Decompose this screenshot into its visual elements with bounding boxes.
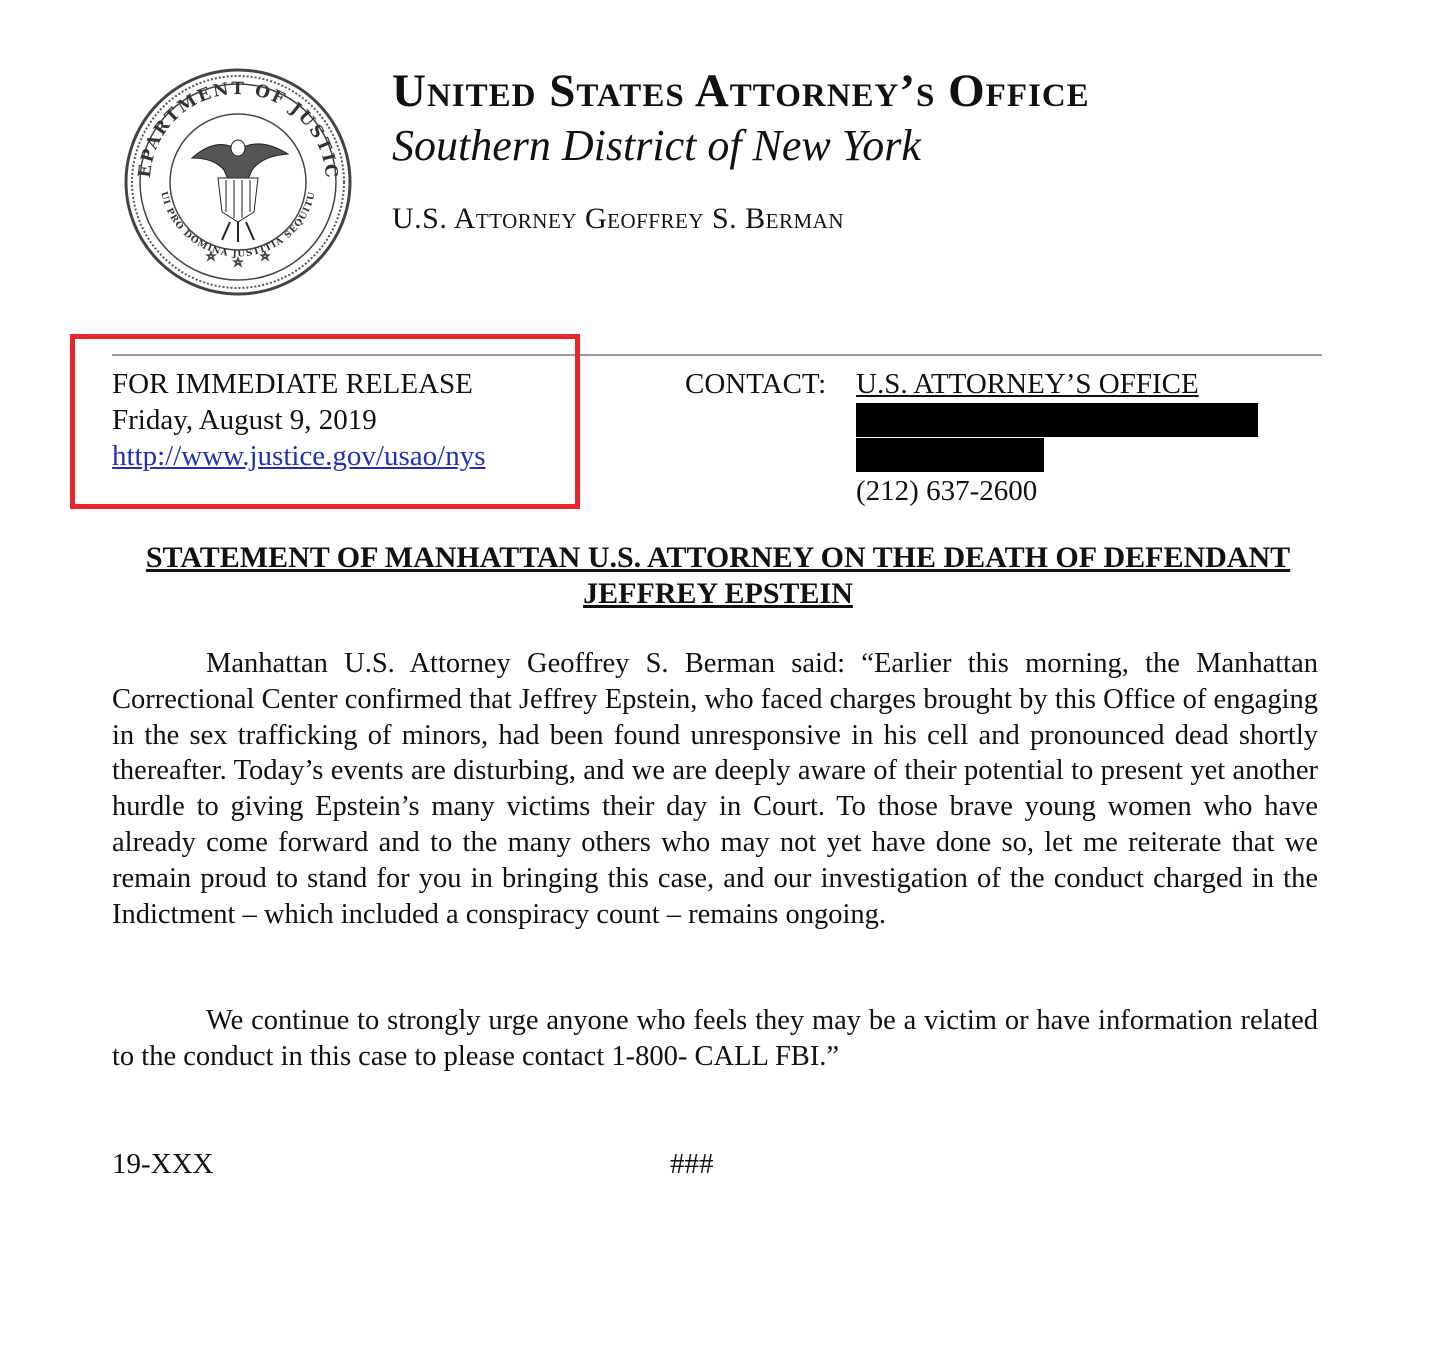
- contact-phone: (212) 637-2600: [856, 475, 1038, 507]
- district-name: Southern District of New York: [392, 121, 921, 170]
- seal-motto: UI PRO DOMINA JUSTITIA SEQUITU: [158, 190, 318, 260]
- release-number: 19-XXX: [112, 1148, 214, 1180]
- paragraph-1-text: Manhattan U.S. Attorney Geoffrey S. Berman said: “Earlier this morning, the Manhattan Correctional Center confirmed that Jeffrey Epstein, who faced charges brought by this Office of engaging in the sex trafficking of minors, had been found unresponsive in his cell and pronounced dead shortly thereafter. Today’s events are disturbing, and we are deeply aware of their potential to present yet another hurdle to giving Epstein’s many victims their day in Court. To those brave young women who have already come forward and to the many others who may not yet have done so, let me reiterate that we remain proud to stand for you in bringing this case, and our investigation of the conduct charged in the Indictment – which included a conspiracy count – remains ongoing.: [112, 648, 1318, 930]
- body-paragraph: [112, 646, 1318, 932]
- attorney-name: U.S. Attorney Geoffrey S. Berman: [392, 202, 845, 235]
- release-url-link[interactable]: http://www.justice.gov/usao/nys: [112, 440, 486, 472]
- body-paragraph: [112, 1003, 1318, 1075]
- release-status: FOR IMMEDIATE RELEASE: [112, 368, 473, 400]
- contact-office: U.S. ATTORNEY’S OFFICE: [856, 368, 1199, 400]
- department-of-justice-seal-icon: [122, 66, 354, 298]
- release-info: [112, 366, 486, 474]
- end-mark: ###: [670, 1148, 714, 1180]
- redaction-bar: [856, 403, 1258, 437]
- statement-headline: STATEMENT OF MANHATTAN U.S. ATTORNEY ON THE DEATH OF DEFENDANT JEFFREY EPSTEIN: [145, 541, 1291, 610]
- paragraph-2-text: We continue to strongly urge anyone who feels they may be a victim or have information related to the conduct in this case to please contact 1-800- CALL FBI.”: [112, 1005, 1318, 1072]
- contact-label: CONTACT:: [685, 368, 827, 400]
- release-date: Friday, August 9, 2019: [112, 404, 377, 436]
- office-title: United States Attorney’s Office: [392, 65, 1090, 117]
- redaction-bar: [856, 438, 1044, 472]
- seal-ring-text: EPARTMENT OF JUSTIC: [134, 78, 342, 181]
